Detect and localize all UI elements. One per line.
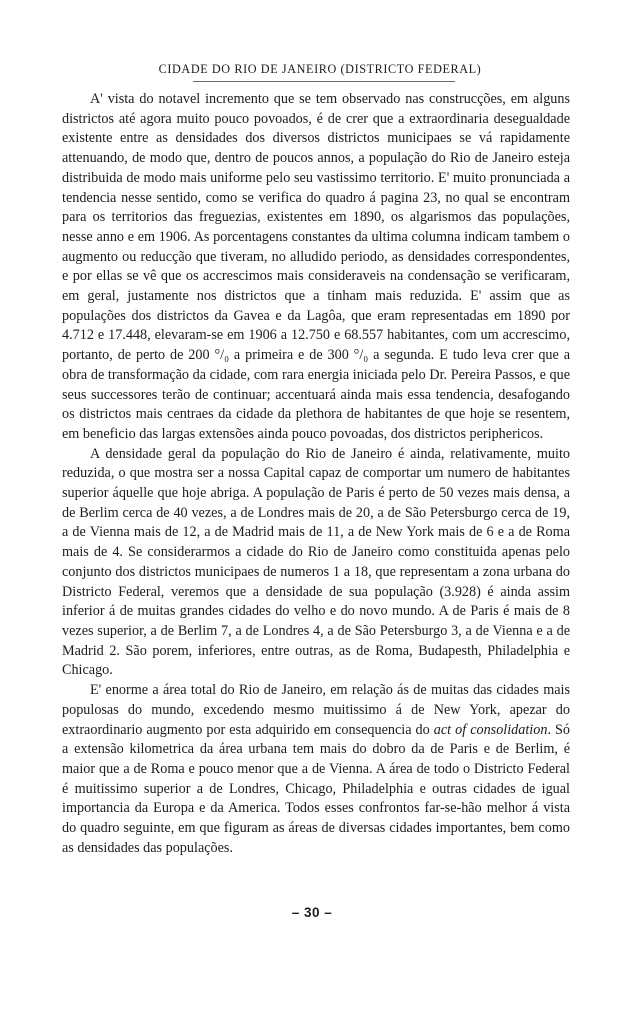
paragraph-1: A' vista do notavel incremento que se tem observado nas construcções, em alguns districtos até agora muito pouco povoados, é de crer que a extraordinaria desegualdade existente entre as densidades dos diversos districtos municipaes se vá rapidamente attenuando, de modo que, dentro de poucos annos, a população do Rio de Janeiro esteja distribuida de modo mais uniforme pelo seu vastissimo territorio. E' muito pronunciada a tendencia nesse sentido, como se verifica do quadro á pagina 23, no qual se encontram para os territorios das freguezias, existentes em 1890, os algarismos das populações, nesse anno e em 1906. As porcentagens constantes da ultima columna indicam tambem o augmento ou reducção que tiveram, no alludido periodo, as densidades correspondentes, e por ellas se vê que os accrescimos mais consideraveis na condensação se verificaram, em geral, justamente nos districtos que a tinham mais reduzida. E' assim que as populações dos districtos da Gavea e da Lagôa, que eram representadas em 1890 por 4.712 e 17.448, elevaram-se em 1906 a 12.750 e 68.557 habitantes, com um accrescimo, portanto, de perto de 200 °/₀ a primeira e de 300 °/₀ a segunda. E tudo leva crer que a obra de transformação da cidade, com rara energia iniciada pelo Dr. Pereira Passos, e que seus successores terão de continuar; accentuará ainda mais essa tendencia, desafogando os districtos mais centraes da cidade da plethora de habitantes de que hoje se resentem, em beneficio das largas extensões ainda pouco povoadas, dos districtos periphericos.: [62, 91, 570, 442]
body-text: [62, 90, 570, 858]
paragraph-3-after: . Só a extensão kilometrica da área urbana tem mais do dobro da de Paris e de Berlim, é maior que a de Roma e pouco menor que a de Vienna. A área de todo o Districto Federal é muitissimo superior a de Londres, Chicago, Philadelphia e outras cidades de igual importancia da Europa e da America. Todos esses confrontos far-se-hão melhor á vista do quadro seguinte, em que figuram as áreas de diversas cidades importantes, bem como as densidades das populações.: [62, 721, 570, 856]
paragraph-3-emphasis: act of consolidation: [433, 721, 548, 738]
page: [62, 60, 570, 858]
header-rule: [193, 81, 455, 82]
paragraph-2: A densidade geral da população do Rio de Janeiro é ainda, relativamente, muito reduzida, o que mostra ser a nossa Capital capaz de comportar um numero de habitantes superior áquelle que hoje abriga. A população de Paris é perto de 50 vezes mais densa, a de Berlim cerca de 40 vezes, a de Londres mais de 20, a de São Petersburgo cerca de 19, a de Vienna mais de 12, a de Madrid mais de 11, a de New York mais de 6 e a de Roma mais de 4. Se considerarmos a cidade do Rio de Janeiro como constituida apenas pelo conjunto dos districtos municipaes de numeros 1 a 18, que representam a zona urbana do Districto Federal, veremos que a densidade de sua população (3.928) é ainda assim inferior á de muitas grandes cidades do velho e do novo mundo. A de Paris é mais de 8 vezes superior, a de Berlim 7, a de Londres 4, a de São Petersburgo 3, a de Vienna e a de Madrid 2. São porem, inferiores, entre outras, as de Roma, Budapesth, Philadelphia e Chicago.: [62, 445, 570, 679]
page-number: – 30 –: [291, 905, 333, 920]
paragraph-3-before: E' enorme a área total do Rio de Janeiro, em relação ás de muitas das cidades mais populosas do mundo, excedendo mesmo muitissimo á de New York, apezar do extraordinario augmento por esta adquirido em consequencia do: [62, 682, 570, 738]
paragraph-3: [62, 681, 570, 858]
running-title: CIDADE DO RIO DE JANEIRO (DISTRICTO FEDERAL): [158, 62, 482, 76]
